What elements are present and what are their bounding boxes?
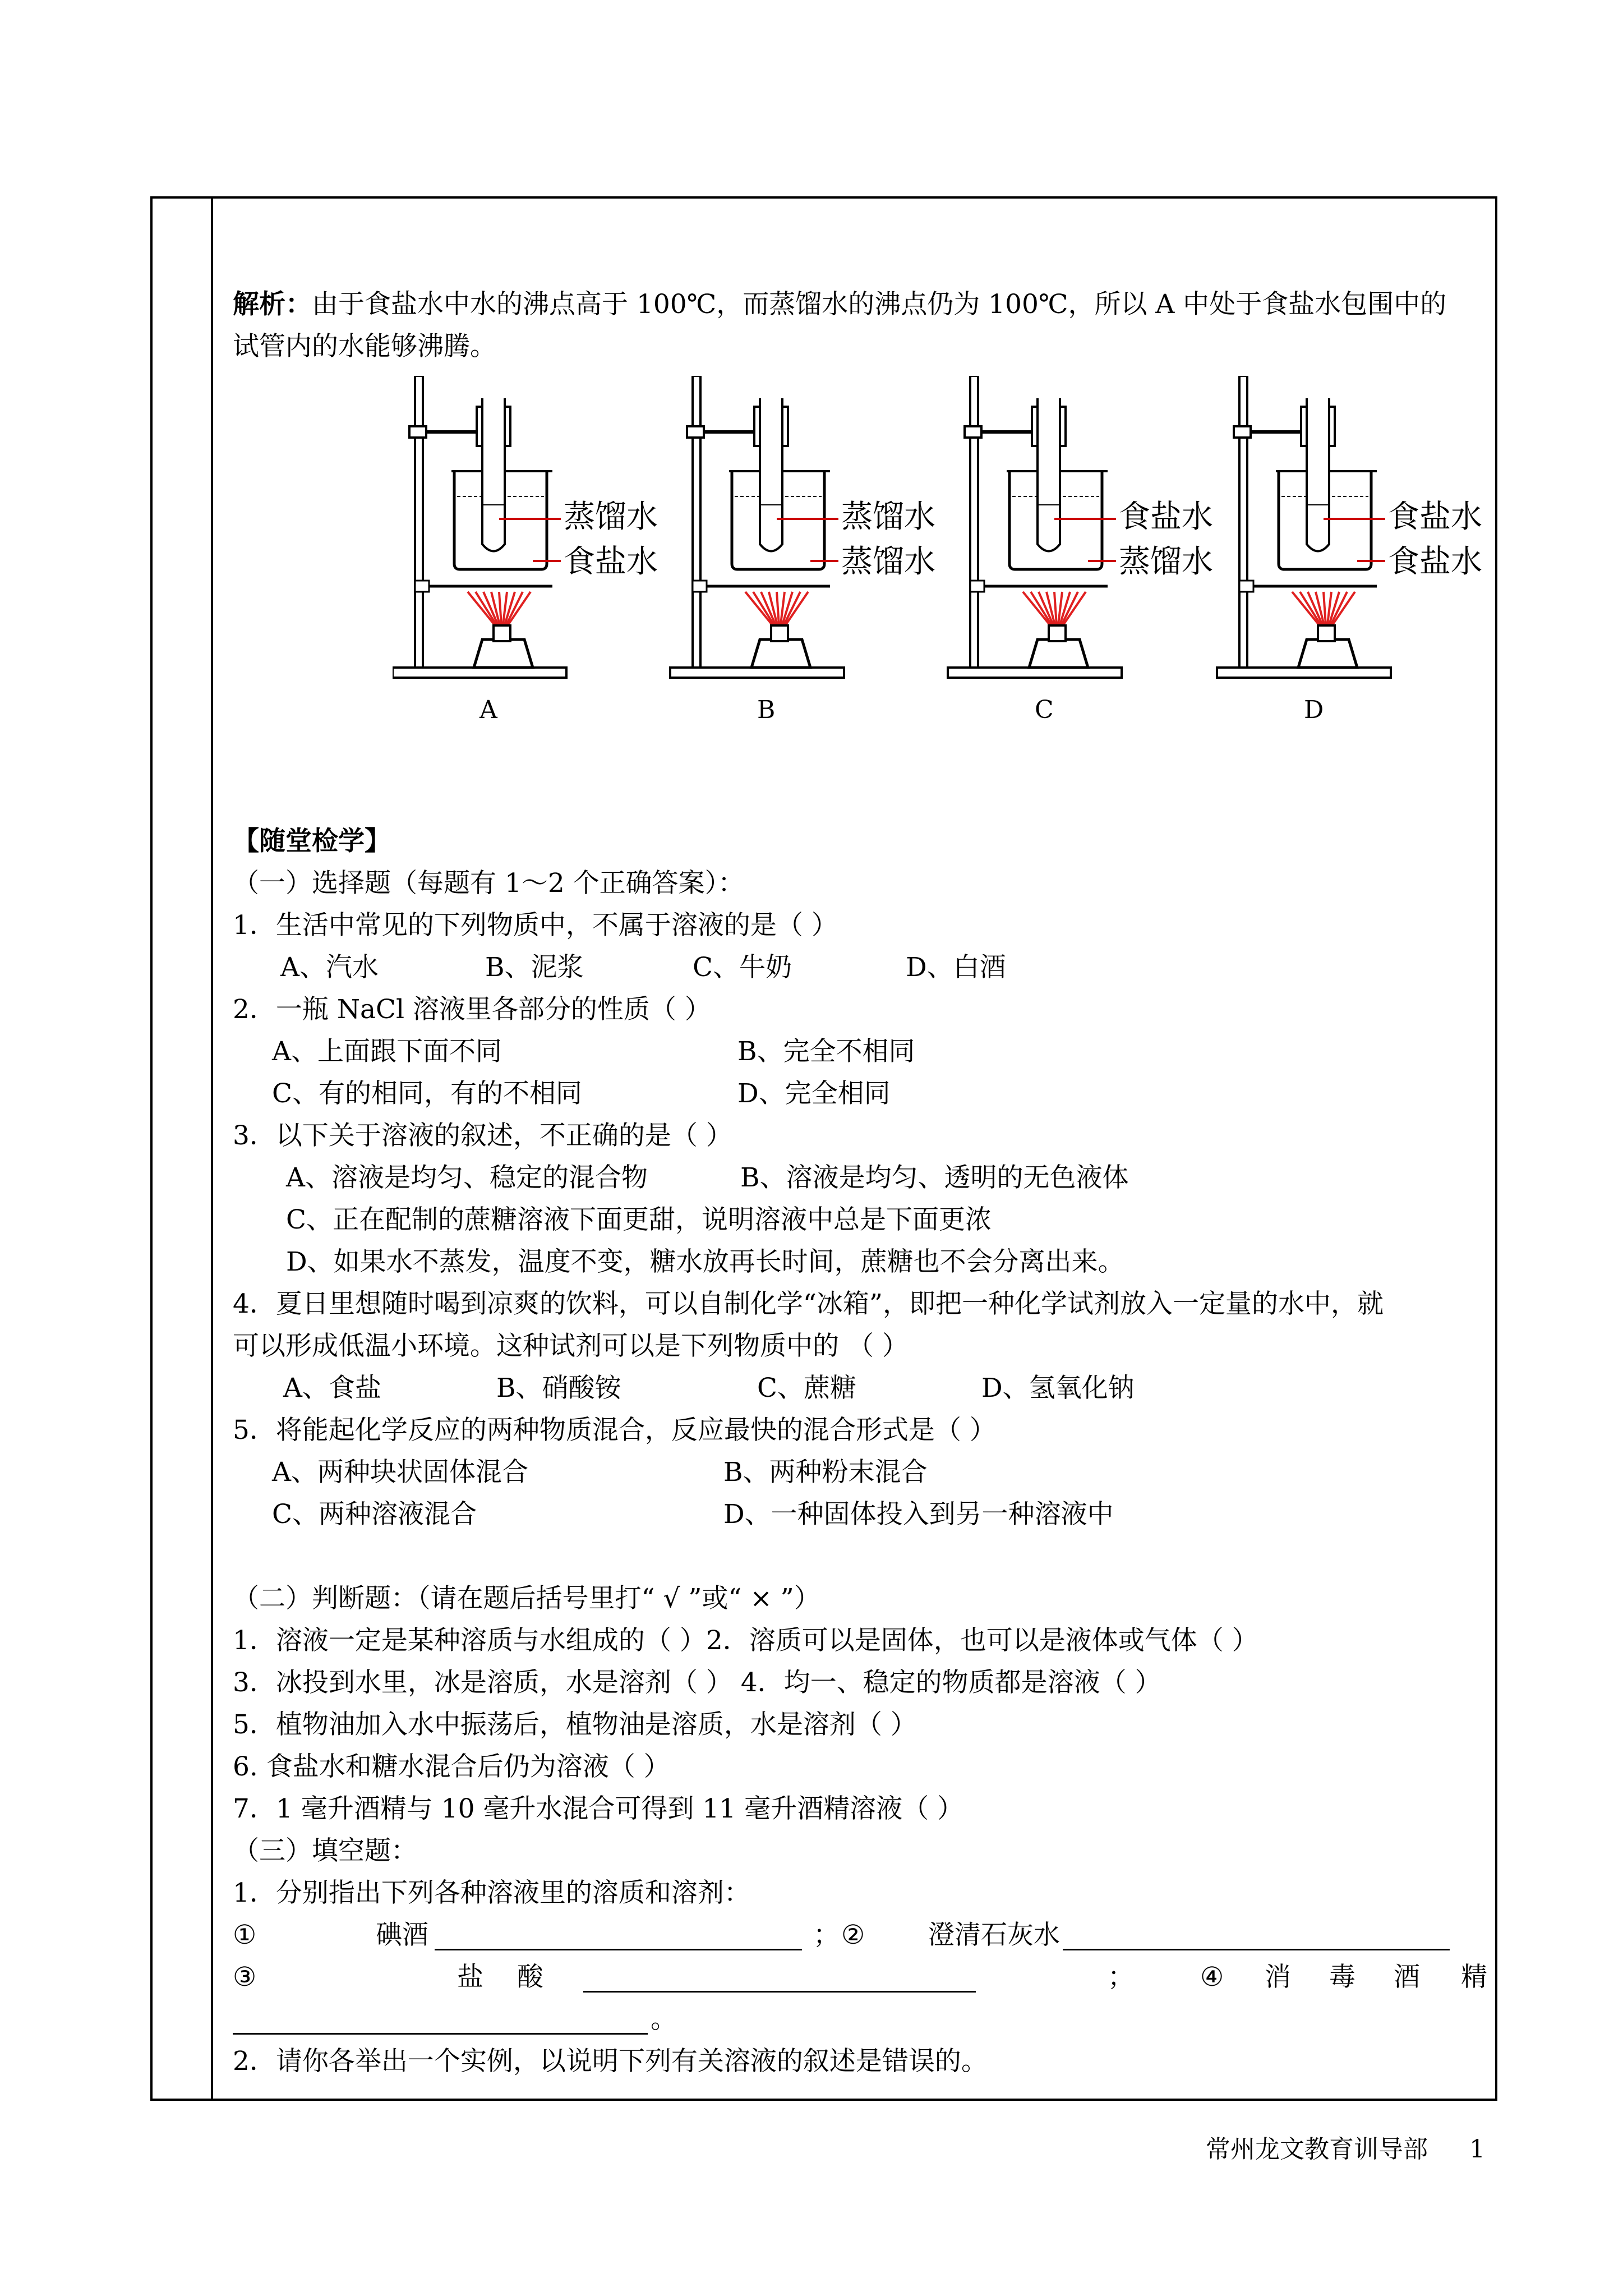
- part2-line-4: 6. 食盐水和糖水混合后仍为溶液（ ）: [233, 1751, 670, 1782]
- q5-stem: 5．将能起化学反应的两种物质混合，反应最快的混合形式是（ ）: [233, 1415, 996, 1446]
- experiment-figure: [393, 376, 1514, 735]
- part3-q1: 1．分别指出下列各种溶液里的溶质和溶剂：: [233, 1878, 750, 1908]
- q2-stem: 2．一瓶 NaCl 溶液里各部分的性质（ ）: [233, 994, 711, 1025]
- left-column: [150, 196, 213, 2101]
- test-tube: [1307, 398, 1329, 551]
- q5-option-a: A、两种块状固体混合: [272, 1457, 528, 1488]
- apparatus-diagram: [393, 376, 1514, 735]
- q2-options-row1: [233, 1030, 1489, 1073]
- part2-line-1: 1．溶液一定是某种溶质与水组成的（ ）2．溶质可以是固体，也可以是液体或气体（ ）: [233, 1625, 1258, 1656]
- q3-option-d: D、如果水不蒸发，温度不变，糖水放再长时间，蔗糖也不会分离出来。: [286, 1246, 1124, 1277]
- quiz-content: [233, 820, 1489, 2082]
- ring-clamp: [970, 581, 984, 592]
- part2-line-3: 5．植物油加入水中振荡后，植物油是溶质，水是溶剂（ ）: [233, 1709, 917, 1740]
- q3-option-a: A、溶液是均匀、稳定的混合物: [286, 1162, 648, 1193]
- iodine-tincture-label: 碘酒: [376, 1920, 428, 1950]
- ring-clamp: [693, 581, 707, 592]
- stand-base: [948, 668, 1122, 678]
- lamp-wick-holder: [1318, 625, 1335, 641]
- q3-options-row1: [233, 1157, 1489, 1199]
- lamp-wick-holder: [494, 625, 510, 641]
- ring-clamp: [1239, 581, 1253, 592]
- q1-option-a: A、汽水: [280, 952, 379, 983]
- stand-pole: [1239, 376, 1247, 668]
- top-label: 蒸馏水: [564, 499, 658, 535]
- analysis-line-1: 解析：由于食盐水中水的沸点高于 100℃，而蒸馏水的沸点仍为 100℃，所以 A 中处于食盐水包围中的: [233, 289, 1447, 320]
- top-label: 食盐水: [1388, 499, 1482, 535]
- blank-row-3: 。: [233, 1998, 1489, 2040]
- panel-letter: A: [479, 696, 497, 724]
- bottom-label: 食盐水: [564, 544, 658, 580]
- q5-option-c: C、两种溶液混合: [272, 1499, 477, 1530]
- q4-option-a: A、食盐: [283, 1373, 381, 1404]
- part2-heading: （二）判断题：（请在题后括号里打“ √ ”或“ × ”）: [233, 1583, 820, 1614]
- page-number: 1: [1469, 2135, 1485, 2164]
- part2-line-2: 3．冰投到水里，冰是溶质，水是溶剂（ ） 4．均一、稳定的物质都是溶液（ ）: [233, 1667, 1161, 1698]
- panel-letter: B: [757, 696, 776, 724]
- q4-option-c: C、蔗糖: [757, 1373, 856, 1404]
- q3-option-b: B、溶液是均匀、透明的无色液体: [740, 1162, 1129, 1193]
- q1-option-d: D、白酒: [906, 952, 1006, 983]
- q2-option-c: C、有的相同，有的不相同: [272, 1078, 582, 1109]
- top-label: 蒸馏水: [841, 499, 935, 535]
- q3-option-c: C、正在配制的蔗糖溶液下面更甜，说明溶液中总是下面更浓: [286, 1204, 992, 1235]
- q4-option-d: D、氢氧化钠: [981, 1373, 1135, 1404]
- lamp-wick-holder: [771, 625, 788, 641]
- test-tube: [760, 398, 782, 551]
- alcohol-lamp: [1029, 639, 1088, 668]
- top-label: 食盐水: [1119, 499, 1213, 535]
- alcohol-lamp: [1298, 639, 1357, 668]
- test-tube: [482, 398, 505, 551]
- limewater-label: 澄清石灰水: [928, 1920, 1060, 1950]
- analysis-label: 解析：: [233, 289, 312, 320]
- part2-line-5: 7．1 毫升酒精与 10 毫升水混合可得到 11 毫升酒精溶液（ ）: [233, 1793, 964, 1824]
- panel-letter: C: [1035, 696, 1054, 724]
- clamp-joint: [965, 426, 981, 438]
- alcohol-lamp: [751, 639, 810, 668]
- part3-heading: （三）填空题：: [233, 1835, 417, 1866]
- page-footer: [1206, 2129, 1485, 2165]
- q2-options-row2: [233, 1073, 1489, 1115]
- bottom-label: 蒸馏水: [1119, 544, 1213, 580]
- stand-pole: [693, 376, 700, 668]
- section-title: 【随堂检学】: [233, 826, 391, 857]
- clamp-joint: [409, 426, 426, 438]
- q4-stem-2: 可以形成低温小环境。这种试剂可以是下列物质中的 （ ）: [233, 1331, 909, 1361]
- q2-option-a: A、上面跟下面不同: [272, 1036, 502, 1067]
- stand-base: [670, 668, 844, 678]
- test-tube: [1038, 398, 1060, 551]
- q1-options: [233, 946, 1489, 988]
- q4-stem-1: 4．夏日里想随时喝到凉爽的饮料，可以自制化学“冰箱”，即把一种化学试剂放入一定量的水中，就: [233, 1289, 1384, 1319]
- bottom-label: 食盐水: [1388, 544, 1482, 580]
- q5-option-b: B、两种粉末混合: [723, 1457, 928, 1488]
- q4-option-b: B、硝酸铵: [496, 1373, 621, 1404]
- blank-3[interactable]: [583, 1962, 976, 1993]
- worksheet-content: [233, 283, 1489, 367]
- blank-4[interactable]: [233, 2004, 648, 2035]
- blank-row-1: ① 碘酒 ； ② 澄清石灰水: [233, 1914, 1489, 1956]
- panel-letter: D: [1304, 696, 1324, 724]
- q2-option-d: D、完全相同: [737, 1078, 891, 1109]
- part3-q2: 2．请你各举出一个实例，以说明下列有关溶液的叙述是错误的。: [233, 2046, 988, 2077]
- analysis-line-2: 试管内的水能够沸腾。: [233, 331, 496, 362]
- q3-stem: 3．以下关于溶液的叙述，不正确的是（ ）: [233, 1120, 732, 1151]
- q5-options-row1: [233, 1451, 1489, 1493]
- q1-stem: 1．生活中常见的下列物质中，不属于溶液的是（ ）: [233, 910, 838, 941]
- bottom-label: 蒸馏水: [841, 544, 935, 580]
- clamp-joint: [1234, 426, 1251, 438]
- alcohol-lamp: [474, 639, 533, 668]
- blank-row-2: ③ 盐 酸 ； ④ 消 毒 酒 精: [233, 1956, 1489, 1998]
- q5-options-row2: [233, 1493, 1489, 1535]
- blank-1[interactable]: [435, 1920, 802, 1950]
- q2-option-b: B、完全不相同: [737, 1036, 915, 1067]
- clamp-joint: [687, 426, 704, 438]
- q1-option-b: B、泥浆: [485, 952, 584, 983]
- part1-heading: （一）选择题（每题有 1～2 个正确答案）：: [233, 868, 745, 899]
- q5-option-d: D、一种固体投入到另一种溶液中: [723, 1499, 1114, 1530]
- stand-pole: [415, 376, 423, 668]
- stand-base: [393, 668, 566, 678]
- hydrochloric-acid-label: 盐 酸: [457, 1962, 543, 1993]
- stand-base: [1217, 668, 1391, 678]
- ring-clamp: [415, 581, 429, 592]
- blank-2[interactable]: [1063, 1920, 1450, 1950]
- footer-text: 常州龙文教育训导部: [1206, 2135, 1428, 2164]
- lamp-wick-holder: [1049, 625, 1066, 641]
- q1-option-c: C、牛奶: [693, 952, 792, 983]
- q4-options: [233, 1367, 1489, 1409]
- stand-pole: [970, 376, 978, 668]
